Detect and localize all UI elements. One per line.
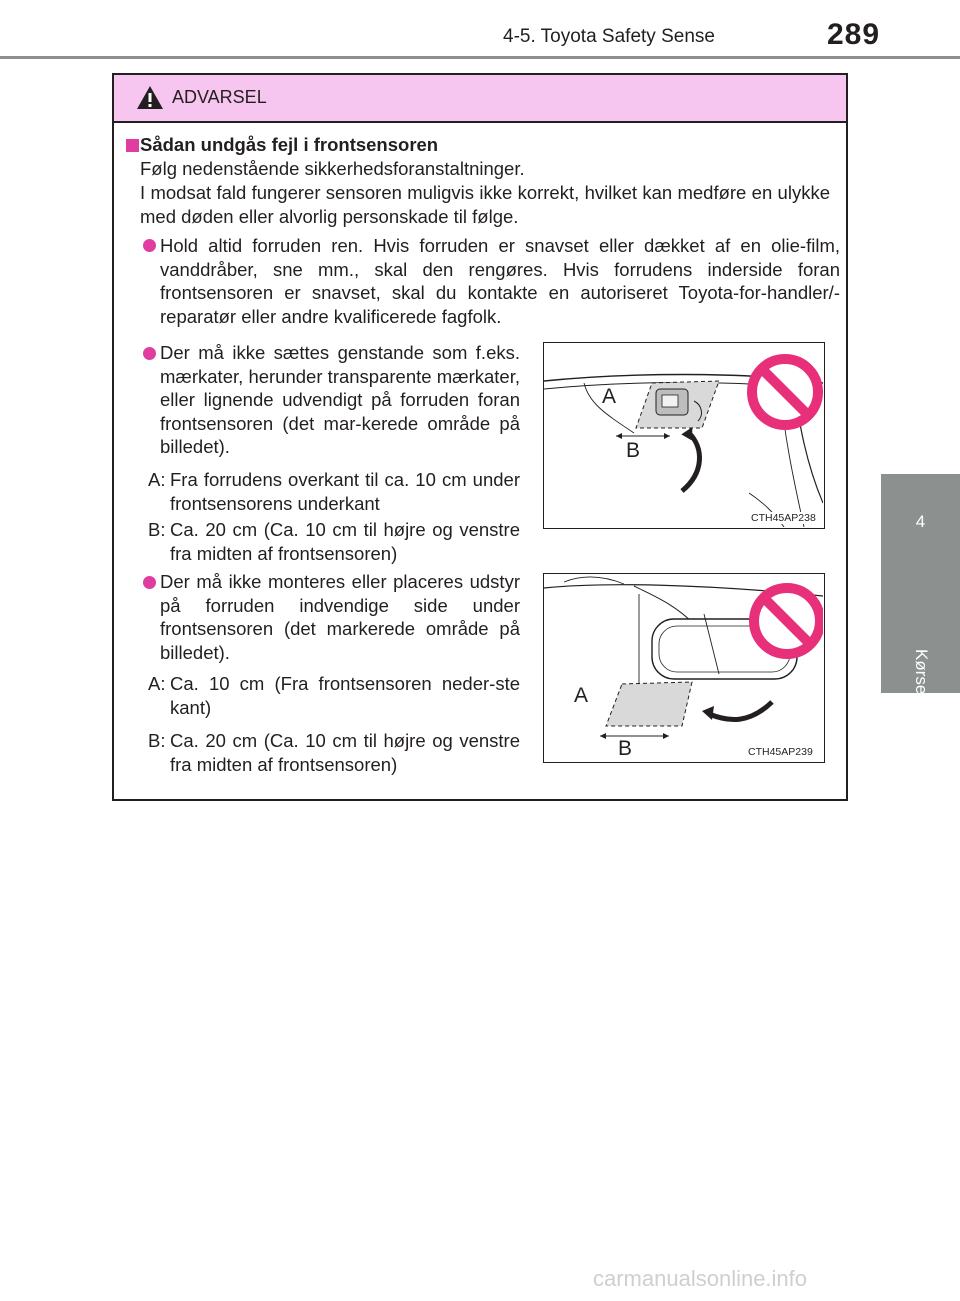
bullet-icon [143, 239, 156, 252]
bullet-3-a-label: A: [148, 673, 166, 694]
bullet-2-a-text: Fra forrudens overkant til ca. 10 cm under frontsensorens underkant [170, 469, 520, 514]
section-title: 4-5. Toyota Safety Sense [503, 26, 715, 47]
bullet-icon [143, 347, 156, 360]
figure-1-code: CTH45AP238 [751, 512, 816, 524]
header-rule [0, 56, 960, 59]
bullet-2-text: Der må ikke sættes genstande som f.eks. mærkater, herunder transparente mærkater, eller lignende udvendigt på forruden foran frontsensoren (det mar-kerede område på billedet). [160, 342, 520, 457]
bullet-3-b-text: Ca. 20 cm (Ca. 10 cm til højre og venstre fra midten af frontsensoren) [170, 730, 520, 775]
square-bullet-icon [126, 139, 139, 152]
watermark: carmanualsonline.info [593, 1266, 808, 1291]
bullet-3-text: Der må ikke monteres eller placeres udstyr på forruden indvendige side under frontsensoren (det markerede område på billedet). [160, 571, 520, 663]
figure-2-label-a: A [574, 684, 589, 707]
mirror-illustration [544, 574, 823, 761]
chapter-tab [881, 474, 960, 699]
figure-windshield-exterior [543, 342, 825, 529]
warning-heading: Sådan undgås fejl i frontsensoren [140, 134, 439, 155]
figure-mirror-area [543, 573, 825, 763]
figure-1-label-a: A [602, 385, 617, 408]
bullet-icon [143, 576, 156, 589]
figure-2-code: CTH45AP239 [748, 746, 813, 758]
warning-title: ADVARSEL [172, 87, 267, 107]
figure-2-label-b: B [618, 737, 633, 760]
warning-body [114, 75, 846, 799]
bullet-2-b-text: Ca. 20 cm (Ca. 10 cm til højre og venstre fra midten af frontsensoren) [170, 519, 520, 564]
figure-1-label-b: B [626, 439, 641, 462]
bullet-1-text: Hold altid forruden ren. Hvis forruden er snavset eller dækket af en olie-film, vanddråber, sne mm., skal den rengøres. Hvis forrudens inderside foran frontsensoren er snavset, skal du kontakte en autoriseret Toyota-for-handler/-reparatør eller andre kvalificerede fagfolk. [160, 235, 840, 327]
bullet-2-a-label: A: [148, 469, 166, 490]
page-number: 289 [827, 18, 881, 51]
warning-box [112, 73, 848, 801]
bullet-3-b-label: B: [148, 730, 166, 751]
bullet-2-b-label: B: [148, 519, 166, 540]
intro-line-1: Følg nedenstående sikkerhedsforanstaltninger. [140, 158, 525, 179]
bullet-3-a-text: Ca. 10 cm (Fra frontsensoren neder-ste kant) [170, 673, 520, 718]
intro-line-2: I modsat fald fungerer sensoren muligvis ikke korrekt, hvilket kan medføre en ulykke med døden eller alvorlig personskade til følge. [140, 182, 830, 227]
chapter-label: Kørsel [912, 649, 931, 699]
chapter-number: 4 [915, 512, 926, 531]
windshield-illustration [544, 343, 823, 527]
